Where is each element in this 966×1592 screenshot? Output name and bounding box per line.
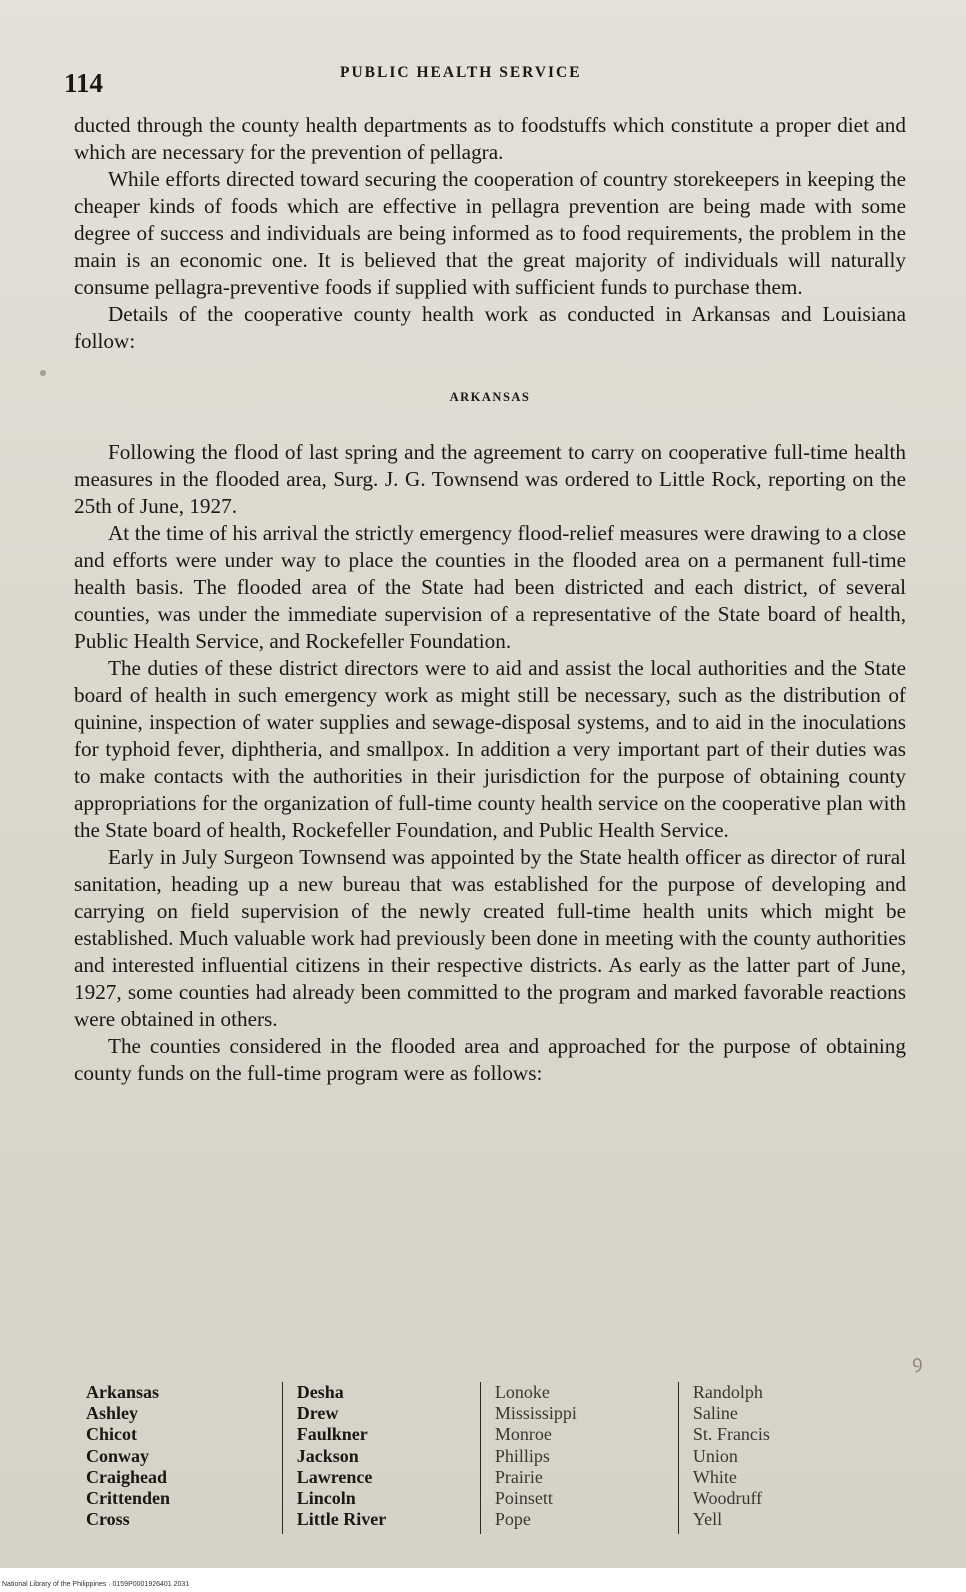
paragraph: Early in July Surgeon Townsend was appointed by the State health officer as director of rural sanitation, heading up a new bureau that was established for the purpose of developing and carrying on field supervision of the newly created full-time health units which might be established. Much valuable work had previously been done in meeting with the county authorities and interested influential citizens in their respective districts. As early as the latter part of June, 1927, some counties had already been committed to the program and marked favorable reactions were obtained in others. <box>74 845 906 1031</box>
footer-strip <box>0 1568 966 1592</box>
county-name: Prairie <box>494 1466 543 1487</box>
paragraph: At the time of his arrival the strictly emergency flood-relief measures were drawing to a close and efforts were under way to place the counties in the flooded area on a permanent full-time health basis. The flooded area of the State had been districted and each district, of several counties, was under the immediate supervision of a representative of the State board of health, Public Health Service, and Rockefeller Foundation. <box>74 521 906 653</box>
county-name: Monroe <box>494 1424 552 1445</box>
county-name: Lincoln <box>296 1488 356 1509</box>
county-name: Yell <box>692 1509 723 1530</box>
county-name: Woodruff <box>692 1488 763 1509</box>
county-column-3 <box>480 1382 678 1534</box>
county-name: Lonoke <box>494 1382 550 1402</box>
county-name: Drew <box>296 1403 339 1424</box>
paragraph: The duties of these district directors were to aid and assist the local authorities and the State board of health in such emergency work as might still be necessary, such as the distribution of quinine, inspection of water supplies and sewage-disposal systems, and to aid in the inoculations for typhoid fever, diphtheria, and smallpox. In addition a very important part of their duties was to make contacts with the authorities in their jurisdiction for the purpose of obtaining county appropriations for the organization of full-time county health service on the cooperative plan with the State board of health, Rockefeller Foundation, and Public Health Service. <box>74 656 906 842</box>
county-name: St. Francis <box>692 1424 770 1445</box>
section-heading: ARKANSAS <box>449 390 531 404</box>
county-name: Jackson <box>296 1445 359 1466</box>
county-column-2 <box>282 1382 480 1534</box>
paragraph: While efforts directed toward securing the cooperation of country storekeepers in keeping the cheaper kinds of foods which are effective in pellagra prevention are being made with some degree of success and individuals are being informed as to food requirements, the problem in the main is an economic one. It is believed that the great majority of individuals will naturally consume pellagra-preventive foods if supplied with sufficient funds to purchase them. <box>74 167 906 299</box>
county-column-1 <box>86 1382 282 1534</box>
county-name: Phillips <box>494 1445 550 1466</box>
county-name: Cross <box>86 1509 130 1530</box>
county-name: Randolph <box>692 1382 763 1402</box>
county-name: Union <box>692 1445 738 1466</box>
county-name: Craighead <box>86 1466 167 1487</box>
county-name: Little River <box>296 1509 387 1530</box>
county-name: Arkansas <box>86 1382 160 1402</box>
paragraph: The counties considered in the flooded area and approached for the purpose of obtaining county funds on the full-time program were as follows: <box>74 1034 906 1085</box>
county-name: White <box>692 1466 737 1487</box>
page-header <box>64 58 906 98</box>
county-name: Saline <box>692 1403 738 1424</box>
body-text <box>74 112 906 1087</box>
page-number: 114 <box>64 68 104 98</box>
county-name: Desha <box>296 1382 344 1402</box>
county-name: Conway <box>86 1445 150 1466</box>
county-name: Ashley <box>86 1403 139 1424</box>
county-name: Lawrence <box>296 1466 373 1487</box>
county-name: Crittenden <box>86 1488 170 1509</box>
paragraph-continued: ducted through the county health departments as to foodstuffs which constitute a proper diet and which are necessary for the prevention of pellagra. <box>74 113 906 164</box>
margin-speck <box>40 370 46 376</box>
corner-mark: ꝯ <box>912 1352 923 1372</box>
county-name: Pope <box>494 1509 531 1530</box>
county-name: Chicot <box>86 1424 137 1445</box>
county-name: Faulkner <box>296 1424 368 1445</box>
county-list <box>86 1382 876 1534</box>
county-name: Mississippi <box>494 1403 577 1424</box>
paragraph: Following the flood of last spring and the agreement to carry on cooperative full-time health measures in the flooded area, Surg. J. G. Townsend was ordered to Little Rock, reporting on the 25th of June, 1927. <box>74 440 906 518</box>
running-head: PUBLIC HEALTH SERVICE <box>340 64 582 81</box>
county-name: Poinsett <box>494 1488 553 1509</box>
county-column-4 <box>678 1382 876 1534</box>
paragraph: Details of the cooperative county health work as conducted in Arkansas and Louisiana follow: <box>74 302 906 353</box>
footer-credit: National Library of the Philippines · 0159P0001926401 2031 <box>2 1581 190 1588</box>
